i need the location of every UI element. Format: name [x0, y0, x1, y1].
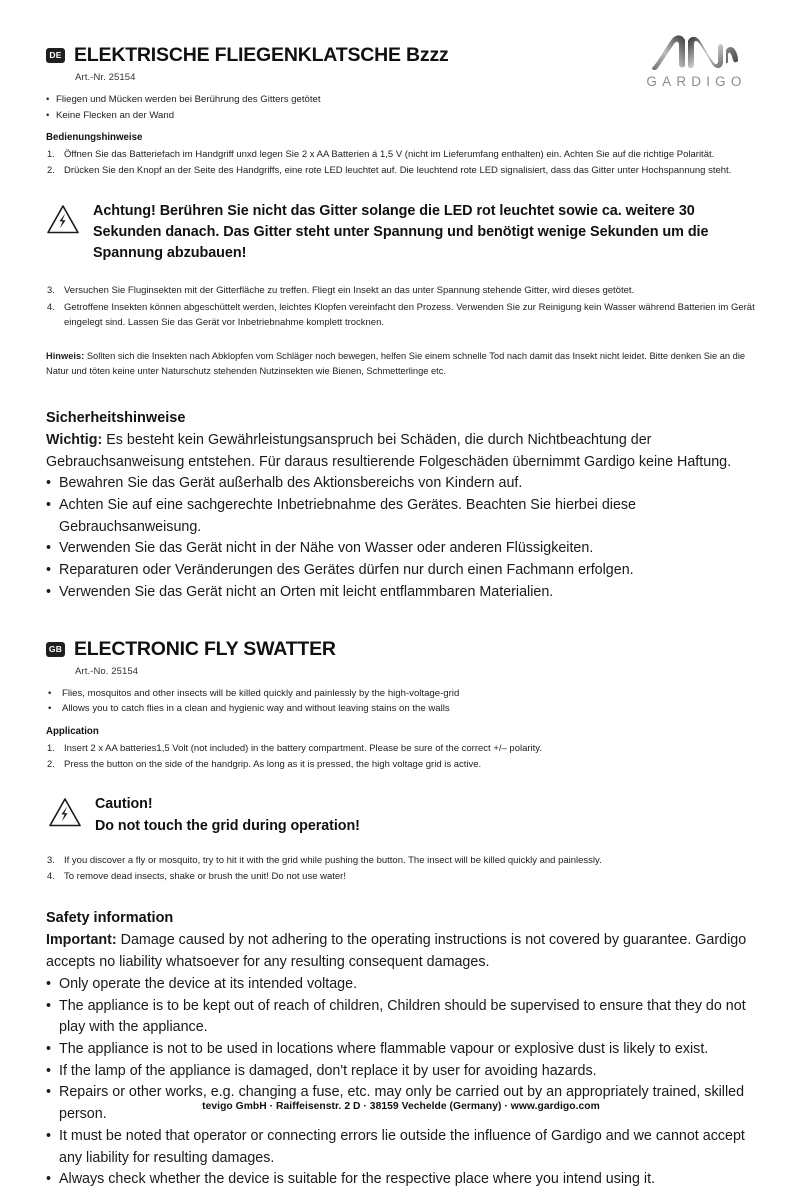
list-item: • The appliance is not to be used in locations where flammable vapour or explosive dust is likely to exist. — [46, 1039, 760, 1061]
en-title-row — [46, 638, 760, 661]
de-important-label: Wichtig: — [46, 431, 103, 448]
list-item: Insert 2 x AA batteries1,5 Volt (not included) in the battery compartment. Please be sure of the correct +/– polarity. — [64, 742, 542, 754]
wave-mark-icon — [648, 32, 740, 72]
en-steps-1-2 — [46, 741, 760, 773]
list-item: • Verwenden Sie das Gerät nicht an Orten mit leicht entflammbaren Materialien. — [46, 582, 760, 604]
de-warning-text: Achtung! Berühren Sie nicht das Gitter solange die LED rot leuchtet sowie ca. weitere 30 Sekunden danach. Das Gitter steht unter Spannung und benötigt wenige Sekunden um die Spannung abzubauen! — [93, 202, 709, 261]
de-note — [46, 349, 760, 380]
en-important-text: Damage caused by not adhering to the operating instructions is not covered by guarantee. Gardigo accepts no liability whatsoever for any resulting consequent damages. — [46, 932, 747, 971]
de-note-label: Hinweis: — [46, 350, 85, 361]
list-item: To remove dead insects, shake or brush the unit! Do not use water! — [64, 871, 346, 883]
list-item: • Achten Sie auf eine sachgerechte Inbetriebnahme des Gerätes. Beachten Sie hierbei diese Gebrauchsanweisung. — [46, 495, 760, 538]
list-item: Öffnen Sie das Batteriefach im Handgriff unxd legen Sie 2 x AA Batterien á 1,5 V (nicht im Lieferumfang enthalten) ein. Achten Sie auf die richtige Polarität. — [64, 149, 715, 161]
list-item: Drücken Sie den Knopf an der Seite des Handgriffs, eine rote LED leuchtet auf. Die leuchtend rote LED signalisiert, dass das Gitter unter Hochspannung steht. — [64, 165, 732, 177]
en-steps-3-4 — [46, 853, 760, 885]
de-safety-heading: Sicherheitshinweise — [46, 409, 186, 426]
page-footer: tevigo GmbH · Raiffeisenstr. 2 D · 38159 Vechelde (Germany) · www.gardigo.com — [202, 1101, 600, 1112]
list-item: • Fliegen und Mücken werden bei Berührung des Gitters getötet — [46, 92, 760, 108]
list-item: • It must be noted that operator or connecting errors lie outside the influence of Gardigo and we cannot accept any liability for resulting damages. — [46, 1126, 760, 1169]
de-important-paragraph — [46, 430, 760, 473]
en-important-paragraph — [46, 930, 760, 973]
gb-flag-badge: GB — [46, 642, 65, 657]
electric-hazard-triangle-icon — [48, 797, 82, 828]
list-item: Versuchen Sie Fluginsekten mit der Gitterfläche zu treffen. Fliegt ein Insekt an das unter Spannung stehende Gitter, wird dieses getötet. — [64, 285, 635, 297]
de-important-text: Es besteht kein Gewährleistungsanspruch bei Schäden, die durch Nichtbeachtung der Gebrauchsanweisung entstehen. Für daraus resultierende Folgeschäden übernimmt Gardigo keine Haftung. — [46, 431, 732, 470]
list-item: • Flies, mosquitos and other insects will be killed quickly and painlessly by the high-voltage-grid — [46, 686, 760, 702]
brand-logo — [630, 32, 758, 89]
de-article-number: Art.-Nr. 25154 — [75, 72, 136, 83]
list-item: If you discover a fly or mosquito, try to hit it with the grid while pushing the button. The insect will be killed quickly and painlessly. — [64, 854, 602, 866]
list-item: • Reparaturen oder Veränderungen des Gerätes dürfen nur durch einen Fachmann erfolgen. — [46, 560, 760, 582]
en-important-label: Important: — [46, 932, 117, 949]
brand-wordmark: GARDIGO — [646, 74, 747, 89]
de-steps-3-4 — [46, 283, 760, 330]
en-warning-line-2: Do not touch the grid during operation! — [95, 817, 360, 834]
de-warning-block — [46, 201, 760, 264]
de-instructions-heading: Bedienungshinweise — [46, 132, 143, 144]
list-item: • If the lamp of the appliance is damaged, don't replace it by user for avoiding hazards. — [46, 1061, 760, 1083]
en-safety-heading: Safety information — [46, 910, 174, 927]
en-feature-list — [46, 686, 760, 717]
en-page-title: ELECTRONIC FLY SWATTER — [74, 637, 336, 660]
list-item: • Allows you to catch flies in a clean and hygienic way and without leaving stains on the walls — [46, 701, 760, 717]
list-item: Press the button on the side of the handgrip. As long as it is pressed, the high voltage grid is active. — [64, 758, 482, 770]
de-safety-list — [46, 473, 760, 603]
en-warning-text-group — [95, 794, 360, 836]
en-warning-line-1: Caution! — [95, 796, 153, 813]
list-item: • Bewahren Sie das Gerät außerhalb des Aktionsbereichs von Kindern auf. — [46, 473, 760, 495]
de-note-text: Sollten sich die Insekten nach Abklopfen vom Schläger noch bewegen, helfen Sie einem schnelle Tod nach damit das Insekt nicht leidet. Bitte denken Sie an die Natur und töten keine unter Naturschutz stehenden Nutzinsekten wie Bienen, Schmetterlinge etc. — [46, 350, 746, 377]
de-steps-1-2 — [46, 147, 760, 179]
list-item: Getroffene Insekten können abgeschüttelt werden, leichtes Klopfen vereinfacht den Prozess. Verwenden Sie zur Reinigung kein Wasser während Batterien im Gerät eingelegt sind. Lassen Sie das Gerät vor Inbetriebnahme komplett trocknen. — [64, 301, 755, 329]
en-article-number: Art.-No. 25154 — [75, 665, 139, 677]
en-safety-list — [46, 974, 760, 1191]
list-item: • Keine Flecken an der Wand — [46, 108, 760, 124]
de-page-title: ELEKTRISCHE FLIEGENKLATSCHE Bzzz — [74, 44, 449, 66]
de-flag-badge: DE — [46, 48, 65, 63]
en-instructions-heading: Application — [46, 725, 99, 737]
list-item: • Repairs or other works, e.g. changing a fuse, etc. may only be carried out by an appropriately trained, skilled person. — [46, 1082, 760, 1125]
section-divider — [46, 604, 760, 638]
en-warning-block — [48, 794, 760, 836]
list-item: • Verwenden Sie das Gerät nicht in der Nähe von Wasser oder anderen Flüssigkeiten. — [46, 538, 760, 560]
electric-hazard-triangle-icon — [46, 204, 80, 235]
list-item: • Always check whether the device is suitable for the respective place where you intend using it. — [46, 1169, 760, 1191]
list-item: • The appliance is to be kept out of reach of children, Children should be supervised to ensure that they do not play with the appliance. — [46, 996, 760, 1039]
list-item: • Only operate the device at its intended voltage. — [46, 974, 760, 996]
de-feature-list — [46, 92, 760, 123]
